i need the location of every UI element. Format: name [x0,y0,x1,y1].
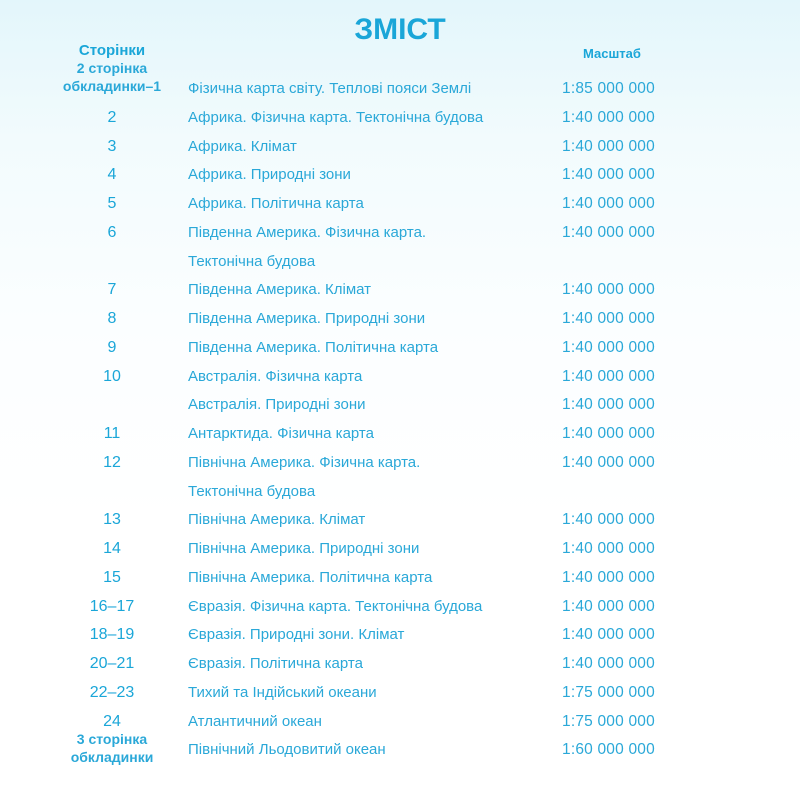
toc-scale: 1:40 000 000 [562,540,655,557]
toc-title[interactable]: Атлантичний океан [188,712,322,730]
toc-title[interactable]: Африка. Клімат [188,137,297,155]
toc-row [0,391,800,420]
toc-title[interactable]: Північний Льодовитий океан [188,741,386,759]
toc-page-number: 18–19 [89,626,135,644]
toc-title[interactable]: Євразія. Природні зони. Клімат [188,626,405,644]
toc-page-number: 3 [107,137,117,155]
toc-scale: 1:60 000 000 [562,741,655,759]
toc-row [0,506,800,535]
toc-row [0,305,800,334]
page-title: ЗМІСТ [354,13,446,46]
toc-row [0,593,800,622]
toc-scale: 1:40 000 000 [562,511,655,529]
toc-scale: 1:40 000 000 [562,310,655,327]
toc-scale: 1:40 000 000 [562,396,655,414]
toc-scale: 1:40 000 000 [562,367,655,385]
toc-page-number: 6 [107,223,117,241]
toc-title[interactable]: Північна Америка. Політична карта [188,568,433,586]
toc-page-number: 15 [103,568,121,586]
pages-column-header: Сторінки [78,42,146,59]
toc-title[interactable]: Тектонічна будова [188,482,316,500]
toc-page-number [62,478,162,507]
toc-title[interactable]: Південна Америка. Природні зони [188,310,426,327]
toc-row [0,104,800,133]
toc-scale: 1:75 000 000 [562,712,655,730]
toc-page-number [62,248,162,277]
toc-scale: 1:75 000 000 [562,683,655,701]
toc-scale: 1:40 000 000 [562,626,655,644]
toc-row [0,679,800,708]
toc-title[interactable]: Євразія. Фізична карта. Тектонічна будова [188,597,483,615]
toc-page-number: 8 [107,310,117,327]
toc-title[interactable]: Південна Америка. Клімат [188,281,372,299]
scale-column-header: Масштаб [583,46,641,61]
toc-row [0,276,800,305]
toc-title[interactable]: Тектонічна будова [188,252,316,270]
toc-scale: 1:40 000 000 [562,425,655,442]
toc-page-number: 14 [103,540,121,557]
toc-row [0,420,800,449]
toc-page-number: 11 [103,425,121,442]
toc-row [0,621,800,650]
toc-row [0,363,800,392]
toc-row [0,161,800,190]
toc-page-number: 9 [107,338,117,356]
toc-title[interactable]: Африка. Фізична карта. Тектонічна будова [188,108,484,126]
toc-row [0,731,800,766]
toc-title[interactable]: Австралія. Природні зони [188,396,366,414]
toc-page-number: 5 [107,195,117,212]
toc-title[interactable]: Євразія. Політична карта [188,655,363,672]
toc-row [0,564,800,593]
toc-scale: 1:40 000 000 [562,568,655,586]
toc-title[interactable]: Африка. Політична карта [188,195,364,212]
toc-page-number: 16–17 [89,597,135,615]
toc-page-number: 24 [103,712,121,730]
toc-page-number: 7 [107,281,117,299]
toc-scale: 1:40 000 000 [562,195,655,212]
toc-scale: 1:40 000 000 [562,453,655,471]
toc-title[interactable]: Африка. Природні зони [188,166,351,184]
toc-title[interactable]: Північна Америка. Фізична карта. [188,453,421,471]
toc-page-number: 10 [103,367,121,385]
toc-page-number: 4 [107,166,117,184]
toc-row [0,248,800,277]
toc-row [0,334,800,363]
toc-scale: 1:40 000 000 [562,223,655,241]
toc-scale: 1:40 000 000 [562,108,655,126]
toc-title[interactable]: Тихий та Індійський океани [188,683,377,701]
toc-title[interactable]: Північна Америка. Природні зони [188,540,420,557]
toc-title[interactable]: Антарктида. Фізична карта [188,425,374,442]
toc-page-number: 2 сторінка обкладинки–1 [62,60,162,94]
toc-scale: 1:40 000 000 [562,597,655,615]
toc-page-number: 20–21 [89,655,135,672]
toc-scale: 1:40 000 000 [562,281,655,299]
toc-scale: 1:40 000 000 [562,655,655,672]
toc-row [0,219,800,248]
toc-page-number: 3 сторінка обкладинки [70,731,154,766]
toc-row [0,60,800,104]
toc-page-number: 22–23 [89,683,135,701]
toc-title[interactable]: Австралія. Фізична карта [188,367,363,385]
toc-scale: 1:40 000 000 [562,338,655,356]
toc-title[interactable]: Північна Америка. Клімат [188,511,366,529]
toc-scale: 1:40 000 000 [562,166,655,184]
toc-scale: 1:40 000 000 [562,137,655,155]
toc-page-number: 2 [107,108,117,126]
toc-scale: 1:85 000 000 [562,80,655,97]
toc-page-number: 12 [103,453,121,471]
toc-row [0,133,800,162]
toc-row [0,478,800,507]
toc-row [0,190,800,219]
toc-title[interactable]: Південна Америка. Політична карта [188,338,439,356]
toc-row [0,449,800,478]
toc-row [0,650,800,679]
toc-title[interactable]: Південна Америка. Фізична карта. [188,223,427,241]
toc-page-number: 13 [103,511,121,529]
toc-page-number [62,391,162,420]
toc-row [0,535,800,564]
toc-title[interactable]: Фізична карта світу. Теплові пояси Землі [188,80,472,97]
